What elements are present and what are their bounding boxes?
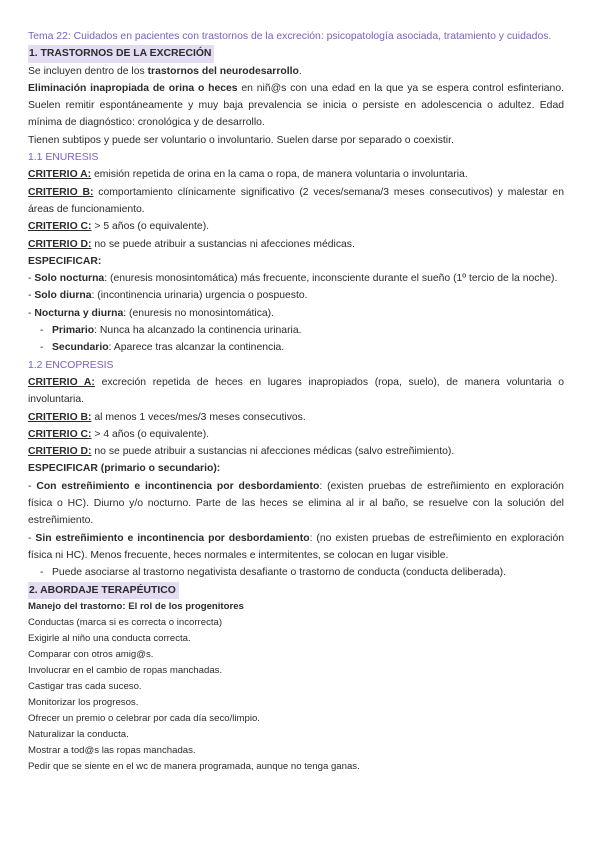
enuresis-solo-diurna: - Solo diurna: (incontinencia urinaria) urgencia o pospuesto. [28,290,308,302]
page-title: Tema 22: Cuidados en pacientes con trastornos de la excreción: psicopatología asociada, tratamiento y cuidados. [28,31,552,42]
encopresis-sin-estrenimiento: - Sin estreñimiento e incontinencia por desbordamiento: (no existen pruebas de estreñimiento en exploración física ni HC). Menos frecuente, heces normales e intermitentes, se colocan en lugar visible. [28,532,565,561]
section-heading-excrecion: 1. TRASTORNOS DE LA EXCRECIÓN [28,45,214,62]
list-item: Conductas (marca si es correcta o incorrecta) [28,616,223,628]
enuresis-primario: - Primario: Nunca ha alcanzado la continencia urinaria. [28,322,564,339]
section-heading-encopresis: 1.2 ENCOPRESIS [28,359,114,371]
enuresis-especificar-label: ESPECIFICAR: [28,255,102,267]
list-item: Castigar tras cada suceso. [28,680,142,692]
section-heading-abordaje: 2. ABORDAJE TERAPÉUTICO [28,582,179,599]
list-item: Mostrar a tod@s las ropas manchadas. [28,744,196,756]
list-item: Monitorizar los progresos. [28,696,139,708]
list-item: Involucrar en el cambio de ropas manchadas. [28,664,223,676]
list-item: Ofrecer un premio o celebrar por cada día seco/limpio. [28,712,260,724]
enuresis-criterio-c: CRITERIO C: > 5 años (o equivalente). [28,221,210,233]
list-item: Exigirle al niño una conducta correcta. [28,632,191,644]
enuresis-secundario: - Secundario: Aparece tras alcanzar la continencia. [28,339,564,356]
enuresis-criterio-d: CRITERIO D: no se puede atribuir a sustancias ni afecciones médicas. [28,238,355,250]
list-item: Comparar con otros amig@s. [28,648,154,660]
manejo-subheading: Manejo del trastorno: El rol de los progenitores [28,600,244,612]
list-item: Pedir que se siente en el wc de manera programada, aunque no tenga ganas. [28,760,360,772]
enuresis-solo-nocturna: - Solo nocturna: (enuresis monosintomática) más frecuente, inconsciente durante el sueño (1º tercio de la noche). [28,273,558,285]
encopresis-especificar-label: ESPECIFICAR (primario o secundario): [28,463,221,475]
enuresis-criterio-b: CRITERIO B: comportamiento clínicamente significativo (2 veces/semana/3 meses consecutivos) y malestar en áreas de funcionamiento. [28,186,564,215]
eliminacion-paragraph: Eliminación inapropiada de orina o heces en niñ@s con una edad en la que ya se espera control esfinteriano. Suelen remitir espontáneamente y muy baja prevalencia se inicia o persiste en adolescencia o adultez. Edad mínima de diagnóstico: cronológica y de desarrollo. [28,82,564,129]
encopresis-con-estrenimiento: - Con estreñimiento e incontinencia por desbordamiento: (existen pruebas de estreñimiento en exploración física o HC). Diurno y/o nocturno. Parte de las heces se elimina al ir al baño, se resuelve con la solución del estreñimiento. [28,480,564,527]
enuresis-nocturna-diurna: - Nocturna y diurna: (enuresis no monosintomática). [28,307,275,319]
encopresis-criterio-b: CRITERIO B: al menos 1 veces/mes/3 meses consecutivos. [28,411,306,423]
section-heading-enuresis: 1.1 ENURESIS [28,152,99,164]
encopresis-criterio-a: CRITERIO A: excreción repetida de heces en lugares inapropiados (ropa, suelo), de manera voluntaria o involuntaria. [28,376,564,406]
encopresis-criterio-d: CRITERIO D: no se puede atribuir a sustancias ni afecciones médicas (salvo estreñimiento). [28,446,455,458]
intro-paragraph: Se incluyen dentro de los trastornos del neurodesarrollo. [28,65,302,77]
encopresis-asociacion: - Puede asociarse al trastorno negativista desafiante o trastorno de conducta (conducta deliberada). [28,564,564,581]
enuresis-criterio-a: CRITERIO A: emisión repetida de orina en la cama o ropa, de manera voluntaria o involuntaria. [28,169,468,181]
list-item: Naturalizar la conducta. [28,728,129,740]
encopresis-criterio-c: CRITERIO C: > 4 años (o equivalente). [28,428,210,440]
subtipos-paragraph: Tienen subtipos y puede ser voluntario o involuntario. Suelen darse por separado o coexistir. [28,134,454,146]
